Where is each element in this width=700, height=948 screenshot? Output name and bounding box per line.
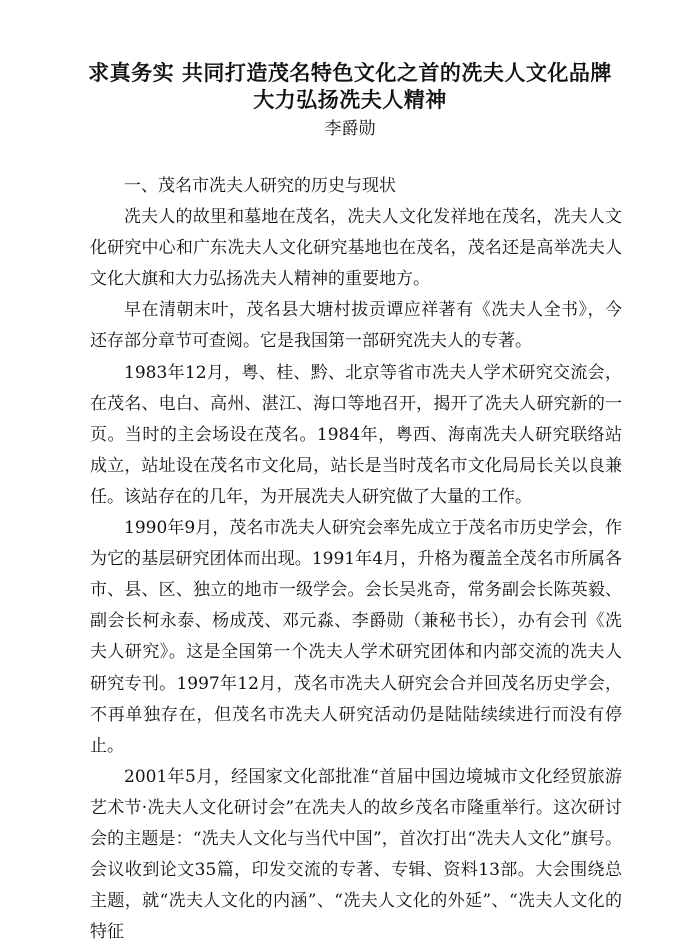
paragraph-3: 1983年12月，粤、桂、黔、北京等省市冼夫人学术研究交流会，在茂名、电白、高州、湛江、海口等地召开，揭开了冼夫人研究新的一页。当时的主会场设在茂名。1984年，粤西、海南冼夫人研究联络站成立，站址设在茂名市文化局，站长是当时茂名市文化局局长关以良兼任。该站存在的几年，为开展冼夫人研究做了大量的工作。 [90,362,622,507]
paragraph-4: 1990年9月，茂名市冼夫人研究会率先成立于茂名市历史学会，作为它的基层研究团体而出现。1991年4月，升格为覆盖全茂名市所属各市、县、区、独立的地市一级学会。会长吴兆奇，常务副会长陈英毅、副会长柯永泰、杨成茂、邓元淼、李爵勋（兼秘书长），办有会刊《冼夫人研究》。这是全国第一个冼夫人学术研究团体和内部交流的冼夫人研究专刊。1997年12月，茂名市冼夫人研究会合并回茂名历史学会，不再单独存在，但茂名市冼夫人研究活动仍是陆陆续续进行而没有停止。 [90,518,622,756]
paragraph-2: 早在清朝末叶，茂名县大塘村拔贡谭应祥著有《冼夫人全书》，今还存部分章节可查阅。它是我国第一部研究冼夫人的专著。 [90,300,622,352]
paragraph-5: 2001年5月，经国家文化部批准“首届中国边境城市文化经贸旅游艺术节·冼夫人文化研讨会”在冼夫人的故乡茂名市隆重举行。这次研讨会的主题是：“冼夫人文化与当代中国”，首次打出“冼夫人文化”旗号。会议收到论文35篇，印发交流的专著、专辑、资料13部。大会围绕总主题，就“冼夫人文化的内涵”、“冼夫人文化的外延”、“冼夫人文化的特征 [90,766,622,943]
title-line-1: 求真务实 共同打造茂名特色文化之首的冼夫人文化品牌 [88,60,612,85]
title-line-2: 大力弘扬冼夫人精神 [253,87,447,112]
article-body [90,171,622,948]
section-heading: 一、茂名市冼夫人研究的历史与现状 [124,176,396,196]
paragraph-1: 冼夫人的故里和墓地在茂名，冼夫人文化发祥地在茂名，冼夫人文化研究中心和广东冼夫人文化研究基地也在茂名，茂名还是高举冼夫人文化大旗和大力弘扬冼夫人精神的重要地方。 [90,207,622,290]
author-name: 李爵勋 [324,119,376,139]
